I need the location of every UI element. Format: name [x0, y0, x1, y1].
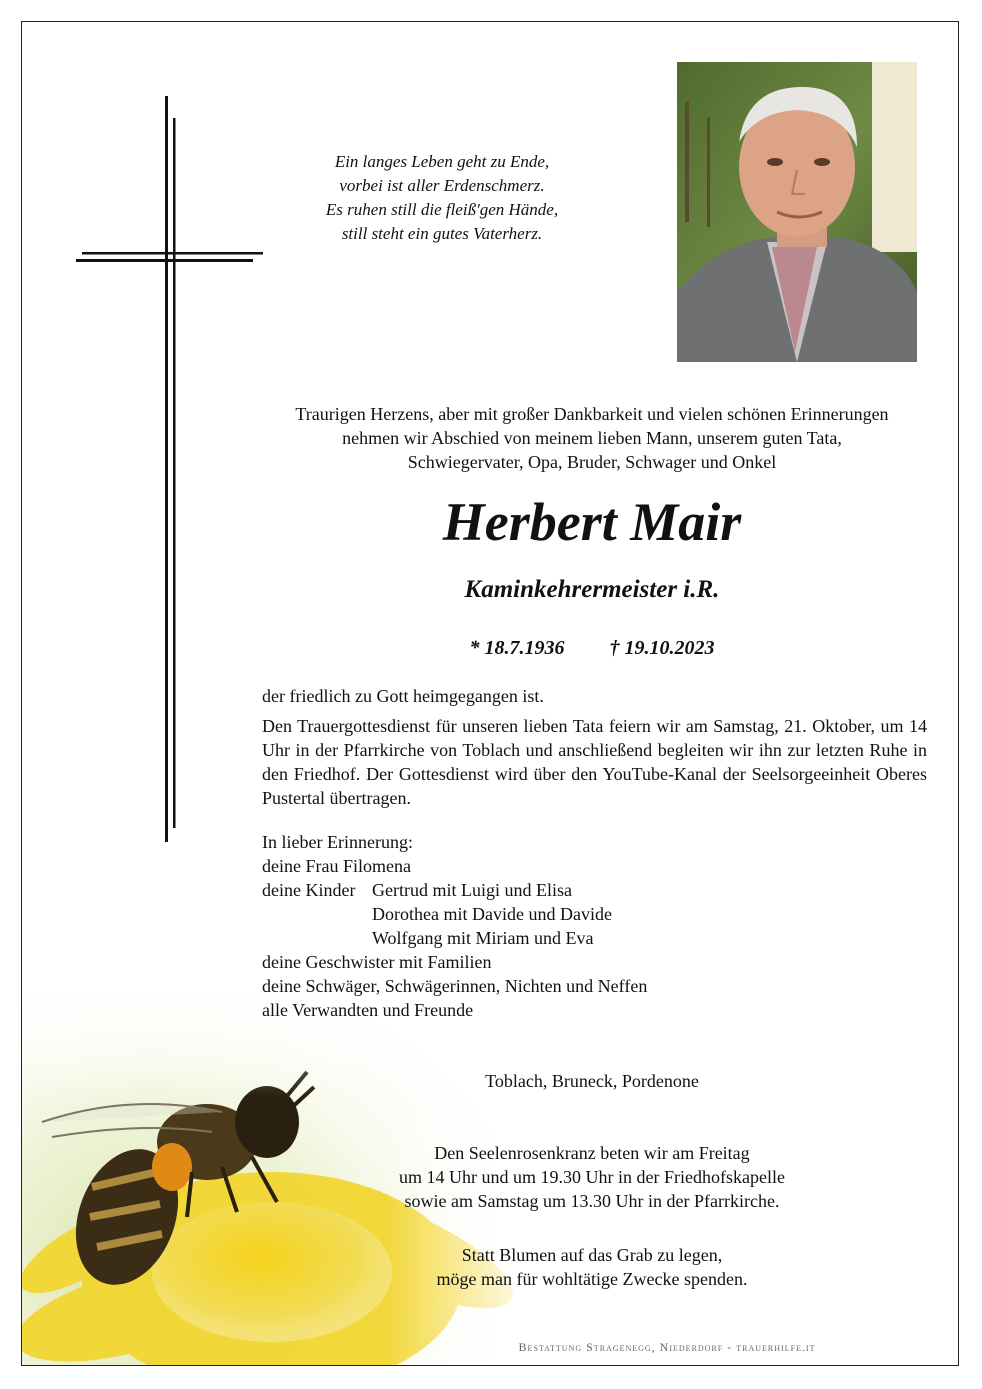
- rosary-line: um 14 Uhr und um 19.30 Uhr in der Friedhofskapelle: [399, 1167, 785, 1187]
- mourner-relatives: alle Verwandten und Freunde: [262, 1000, 474, 1020]
- passed-line: der friedlich zu Gott heimgegangen ist.: [262, 686, 544, 706]
- places: Toblach, Bruneck, Pordenone: [485, 1071, 699, 1091]
- poem: [292, 150, 592, 246]
- footer-credit: Bestattung Stragenegg, Niederdorf - trauerhilfe.it: [518, 1340, 816, 1354]
- rosary-text: [242, 1141, 942, 1213]
- rosary-line: Den Seelenrosenkranz beten wir am Freitag: [434, 1143, 750, 1163]
- mourner-siblings: deine Geschwister mit Familien: [262, 952, 492, 972]
- flowers-note: [242, 1243, 942, 1291]
- intro-line: nehmen wir Abschied von meinem lieben Mann, unserem guten Tata,: [342, 428, 842, 448]
- portrait-photo: [677, 62, 917, 362]
- profession: Kaminkehrermeister i.R.: [464, 576, 720, 603]
- obituary-card: [21, 21, 959, 1366]
- life-dates: [242, 634, 942, 662]
- intro-line: Schwiegervater, Opa, Bruder, Schwager und Onkel: [407, 452, 777, 472]
- kid-entry: Gertrud mit Luigi und Elisa: [372, 880, 572, 900]
- kid-entry: Dorothea mit Davide und Davide: [372, 904, 612, 924]
- poem-line: Es ruhen still die fleiß'gen Hände,: [325, 200, 559, 219]
- intro-line: Traurigen Herzens, aber mit großer Dankbarkeit und vielen schönen Erinnerungen: [295, 404, 889, 424]
- kids-label: deine Kinder: [262, 880, 356, 900]
- service-text: [262, 684, 927, 810]
- death-date: † 19.10.2023: [609, 637, 715, 659]
- birth-date: * 18.7.1936: [469, 637, 565, 659]
- mourner-kids: [262, 878, 927, 902]
- mourner-wife: deine Frau Filomena: [262, 856, 411, 876]
- service-paragraph: Den Trauergottesdienst für unseren lieben Tata feiern wir am Samstag, 21. Oktober, um 14 Uhr in der Pfarrkirche von Toblach und anschließend begleiten wir ihn zur letzten Ruhe in den Friedhof. Der Gottesdienst wird über den YouTube-Kanal der Seelsorgeeinheit Oberes Pustertal übertragen.: [262, 716, 927, 808]
- deceased-name: Herbert Mair: [442, 492, 742, 552]
- mourner-inlaws: deine Schwäger, Schwägerinnen, Nichten und Neffen: [262, 976, 648, 996]
- flowers-line: möge man für wohltätige Zwecke spenden.: [436, 1269, 748, 1289]
- poem-line: still steht ein gutes Vaterherz.: [341, 224, 543, 243]
- poem-line: vorbei ist aller Erdenschmerz.: [339, 176, 545, 195]
- flowers-line: Statt Blumen auf das Grab zu legen,: [461, 1245, 723, 1265]
- mourners-heading: In lieber Erinnerung:: [262, 832, 413, 852]
- kid-entry: Wolfgang mit Miriam und Eva: [372, 928, 594, 948]
- mourners-list: [262, 830, 927, 1022]
- rosary-line: sowie am Samstag um 13.30 Uhr in der Pfarrkirche.: [404, 1191, 780, 1211]
- intro-text: [242, 402, 942, 474]
- poem-line: Ein langes Leben geht zu Ende,: [334, 152, 550, 171]
